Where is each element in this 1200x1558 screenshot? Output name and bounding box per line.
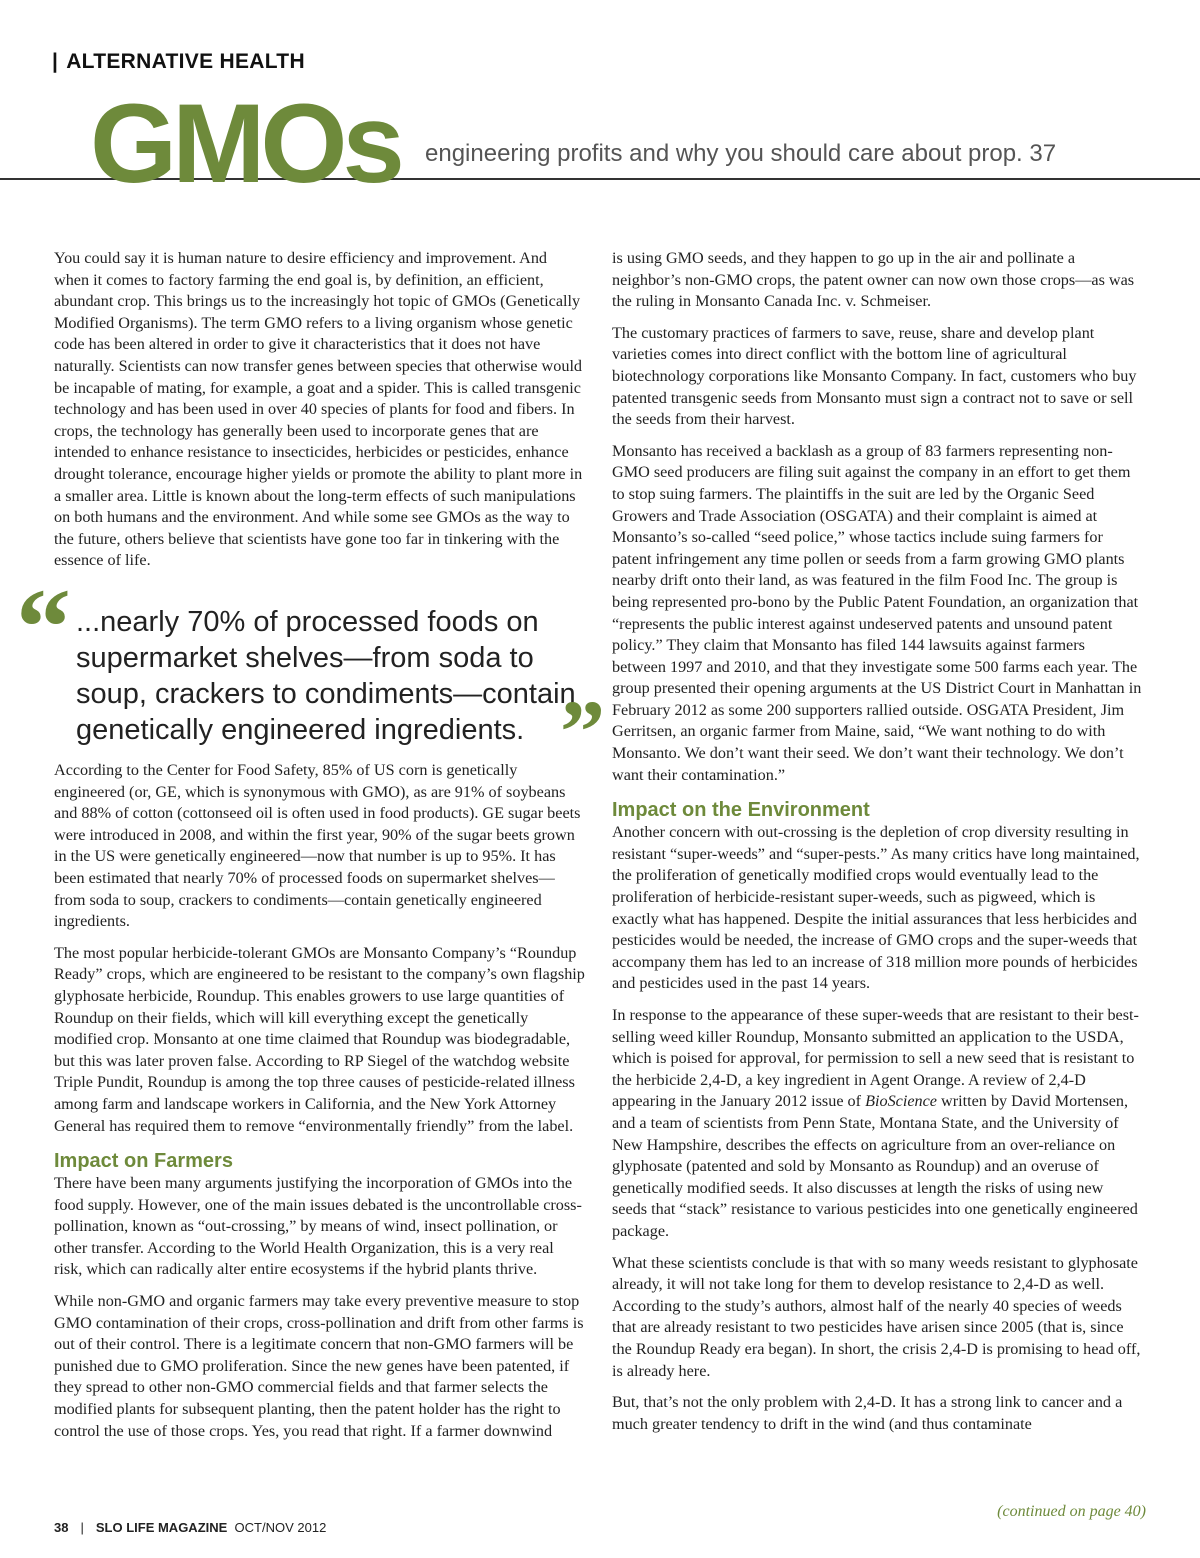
- right-paragraph-5: [612, 1005, 1142, 1243]
- footer-separator: |: [80, 1520, 84, 1535]
- journal-name: BioScience: [865, 1092, 937, 1111]
- continued-note: (continued on page 40): [997, 1503, 1146, 1520]
- left-paragraph-2: According to the Center for Food Safety, 85% of US corn is genetically engineered (or, GE, which is synonymous with GMO), as are 91% of soybeans and 88% of cotton (cottonseed oil is often used in food products). GE sugar beets were introduced in 2008, and within the first year, 90% of the sugar beets grown in the US were genetically engineered—now that number is up to 95%. It has been estimated that nearly 70% of processed foods on supermarket shelves—from soda to soup, crackers to condiments—contain genetically engineered ingredients.: [54, 761, 581, 931]
- p5-text-before: In response to the appearance of these super-weeds that are resistant to their best-selling weed killer Roundup, Monsanto submitted an application to the USDA, which is poised for approval, for permission to sell a new seed that is resistant to the herbicide 2,4-D, a key ingredient in Agent Orange. A review of 2,4-D appearing in the January 2012 issue of: [612, 1006, 1139, 1111]
- section-label: | ALTERNATIVE HEALTH: [52, 50, 305, 73]
- page-subtitle: engineering profits and why you should care about prop. 37: [425, 140, 1057, 167]
- left-paragraph-4: There have been many arguments justifying the incorporation of GMOs into the food supply. However, one of the main issues debated is the uncontrollable cross-pollination, known as “out-crossing,” by means of wind, insect pollination, or other transfer. According to the World Health Organization, this is a very real risk, which can radically alter entire ecosystems if the hybrid plants thrive.: [54, 1174, 582, 1279]
- issue-date: OCT/NOV 2012: [234, 1520, 327, 1535]
- left-paragraph-1: You could say it is human nature to desire efficiency and improvement. And when it comes to factory farming the end goal is, by definition, an efficient, abundant crop. This brings us to the increasingly hot topic of GMOs (Genetically Modified Organisms). The term GMO refers to a living organism whose genetic code has been altered in order to give it characteristics that it does not have naturally. Scientists can now transfer genes between species that otherwise would be incapable of mating, for example, a goat and a spider. This is called transgenic technology and has been used in over 40 species of plants for food and fibers. In crops, the technology has generally been used to incorporate genes that are intended to enhance resistance to insecticides, herbicides or pesticides, enhance drought tolerance, encourage higher yields or promote the ability to plant more in a smaller area. Little is known about the long-term effects of such manipulations on both humans and the environment. And while some see GMOs as the way to the future, others believe that scientists have gone too far in tinkering with the essence of life.: [54, 249, 583, 570]
- page-footer: [54, 1520, 326, 1535]
- heading-impact-on-farmers: Impact on Farmers: [54, 1150, 233, 1173]
- right-paragraph-7: But, that’s not the only problem with 2,4-D. It has a strong link to cancer and a much greater tendency to drift in the wind (and thus contaminate: [612, 1393, 1123, 1433]
- right-column: [612, 248, 1142, 1445]
- magazine-name: SLO LIFE MAGAZINE: [95, 1520, 228, 1535]
- right-paragraph-3: Monsanto has received a backlash as a group of 83 farmers representing non-GMO seed producers are filing suit against the company in an effort to get them to stop suing farmers. The plaintiffs in the suit are led by the Organic Seed Growers and Trade Association (OSGATA) and their complaint is aimed at Monsanto’s so-called “seed police,” whose tactics include suing farmers for patent infringement any time pollen or seeds from a farm growing GMO plants nearby drift onto their land, as was featured in the film Food Inc. The group is being represented pro-bono by the Public Patent Foundation, an organization that “represents the public interest against undeserved patents and unsound patent policy.” They claim that Monsanto has filed 144 lawsuits against farmers between 1997 and 2010, and that they investigate some 500 farms each year. The group presented their opening arguments at the US District Court in Manhattan in February 2012 as some 200 supporters rallied outside. OSGATA President, Jim Gerritsen, an organic farmer from Maine, said, “We want nothing to do with Monsanto. We don’t want their seed. We don’t want their technology. We don’t want their contamination.”: [612, 441, 1142, 784]
- right-paragraph-4: Another concern with out-crossing is the depletion of crop diversity resulting in resistant “super-weeds” and “super-pests.” As many critics have long maintained, the proliferation of genetically modified crops would eventually lead to the proliferation of herbicide-resistant super-weeds, such as pigweed, which is exactly what has happened. Despite the initial assurances that less herbicides and pesticides would be needed, the increase of GMO crops and the super-weeds that accompany them has led to an increase of 318 million more pounds of herbicides and pesticides used in the past 14 years.: [612, 823, 1140, 993]
- right-paragraph-1: is using GMO seeds, and they happen to go up in the air and pollinate a neighbor’s non-GMO crops, the patent owner can now own those crops—as was the ruling in Monsanto Canada Inc. v. Schmeiser.: [612, 249, 1135, 311]
- p5-text-after: written by David Mortensen, and a team of scientists from Penn State, Montana State, and the University of New Hampshire, describes the effects on agriculture from an over-reliance on glyphosate (patented and sold by Monsanto as Roundup) and an overuse of genetically modified seeds. It also discusses at length the risks of using new seeds that “stack” resistance to various pesticides into one genetically engineered package.: [612, 1092, 1138, 1240]
- left-paragraph-5: While non-GMO and organic farmers may take every preventive measure to stop GMO contamination of their crops, cross-pollination and drift from other farms is out of their control. There is a legitimate concern that non-GMO farmers will be punished due to GMO proliferation. Since the new genes have been patented, if they spread to other non-GMO commercial fields and that farmer selects the modified plants for subsequent planting, then the patent holder has the right to control the use of those crops. Yes, you read that right. If a farmer downwind: [54, 1292, 584, 1440]
- left-paragraph-3: The most popular herbicide-tolerant GMOs are Monsanto Company’s “Roundup Ready” crops, which are engineered to be resistant to the company’s own flagship glyphosate herbicide, Roundup. This enables growers to use large quantities of Roundup on their fields, which will kill everything except the genetically modified crop. Monsanto at one time claimed that Roundup was biodegradable, but this was later proven false. According to RP Siegel of the watchdog website Triple Pundit, Roundup is among the top three causes of pesticide-related illness among farm and landscape workers in California, and the New York Attorney General has required them to remove “environmentally friendly” from the label.: [54, 943, 585, 1135]
- page-number: 38: [54, 1520, 69, 1535]
- left-column-top: [54, 248, 586, 582]
- pull-quote: ...nearly 70% of processed foods on supermarket shelves—from soda to soup, crackers to condiments—contain genetically engineered ingredients.: [76, 606, 576, 746]
- right-paragraph-2: The customary practices of farmers to save, reuse, share and develop plant varieties comes into direct conflict with the bottom line of agricultural biotechnology corporations like Monsanto Company. In fact, customers who buy patented transgenic seeds from Monsanto must sign a contract not to save or sell the seeds from their harvest.: [612, 323, 1137, 429]
- page-title: GMOs: [90, 81, 400, 206]
- right-paragraph-6: What these scientists conclude is that with so many weeds resistant to glyphosate already, it will not take long for them to develop resistance to 2,4-D as well. According to the study’s authors, almost half of the nearly 40 species of weeds that are already resistant to two pesticides have arisen since 2005 (that is, since the Roundup Ready era began). In short, the crisis 2,4-D is promising to head off, is already here.: [612, 1253, 1141, 1380]
- section-label-text: ALTERNATIVE HEALTH: [66, 50, 305, 73]
- heading-impact-on-environment: Impact on the Environment: [612, 799, 870, 822]
- close-quote-mark: ”: [560, 683, 605, 782]
- open-quote-mark: “: [16, 566, 71, 688]
- left-column-bottom: [54, 760, 586, 1452]
